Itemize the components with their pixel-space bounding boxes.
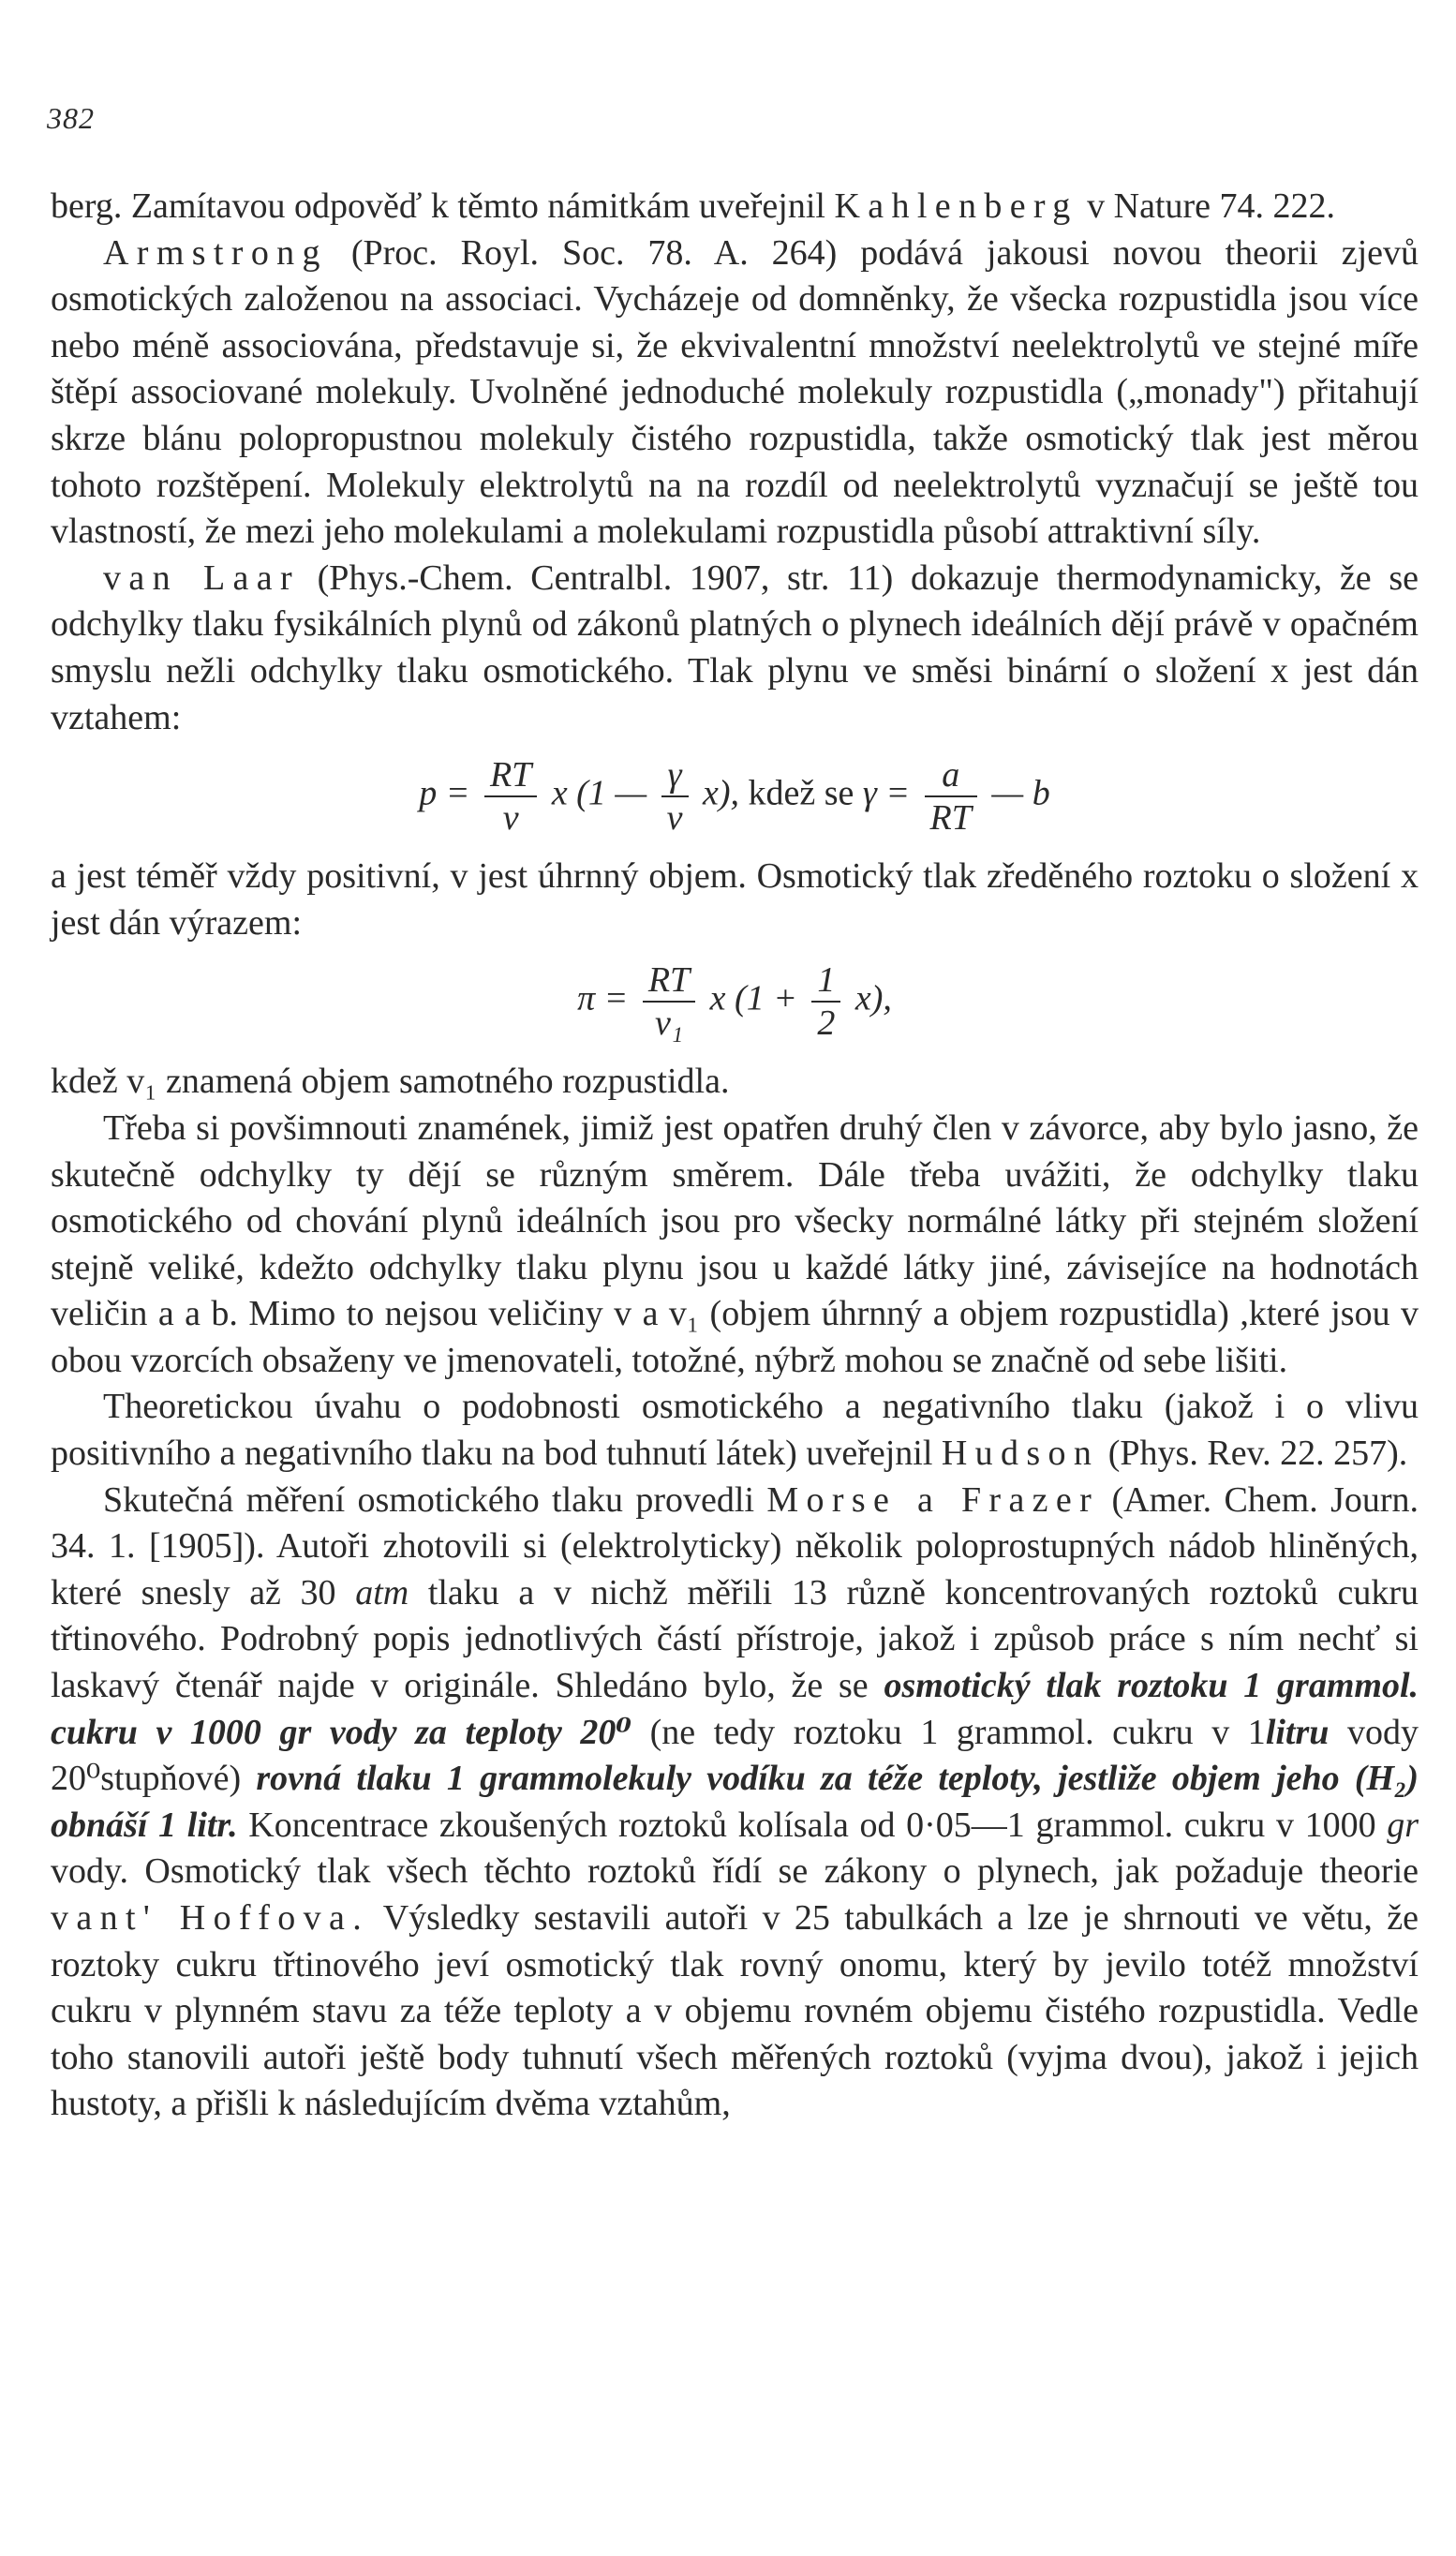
paragraph: Theoretickou úvahu o podobnosti osmotického a negativního tlaku (jakož i o vlivu positivního a negativního tlaku na bod tuhnutí látek) uveřejnil Hudson (Phys. Rev. 22. 257).: [51, 1387, 1419, 1474]
emphasis: osmotický tlak roztoku 1 grammol. cukru v 1000 gr vody za teploty 20⁰: [51, 1666, 1419, 1752]
paragraph: berg. Zamítavou odpověď k těmto námitkám uveřejnil Kahlenberg v Nature 74. 222.: [51, 186, 1336, 226]
author-name: Morse a Frazer: [766, 1479, 1100, 1520]
author-name: Kahlenberg: [834, 186, 1078, 226]
paragraph: kdež v₁ znamená objem samotného rozpustidla.: [51, 1062, 730, 1102]
paragraph: Skutečná měření osmotického tlaku provedli Morse a Frazer (Amer. Chem. Journ. 34. 1. [1905]). Autoři zhotovili si (elektrolyticky) několik poloprostupných nádob hliněných, které snesly až 30 atm tlaku a v nichž měřili 13 různě koncentrovaných roztoků cukru třtinového. Podrobný popis jednotlivých částí přístroje, jakož i způsob práce s ním nechť si laskavý čtenář najde v originále. Shledáno bylo, že se osmotický tlak roztoku 1 grammol. cukru v 1000 gr vody za teploty 20⁰ (ne tedy roztoku 1 grammol. cukru v 1litru vody 20⁰stupňové) rovná tlaku 1 grammolekuly vodíku za téže teploty, jestliže objem jeho (H₂) obnáší 1 litr. Koncentrace zkoušených roztoků kolísala od 0·05—1 grammol. cukru v 1000 gr vody. Osmotický tlak všech těchto roztoků řídí se zákony o plynech, jak požaduje theorie vant' Hoffova. Výsledky sestavili autoři v 25 tabulkách a lze je shrnouti ve větu, že roztoky cukru třtinového jeví osmotický tlak rovný onomu, který by jevilo totéž množství cukru v plynném stavu za téže teploty a v objemu rovném objemu čistého rozpustidla. Vedle toho stanovili autoři ještě body tuhnutí všech měřených roztoků (vyjma dvou), jakož i jejich hustoty, a přišli k následujícím dvěma vztahům,: [51, 1479, 1419, 2124]
author-name: vant' Hoffova.: [51, 1898, 370, 1938]
paragraph: Armstrong (Proc. Royl. Soc. 78. A. 264) podává jakousi novou theorii zjevů osmotických založenou na associaci. Vycházeje od domněnky, že všecka rozpustidla jsou více nebo méně associována, představuje si, že ekvivalentní množství neelektrolytů ve stejné míře štěpí associované molekuly. Uvolněné jednoduché molekuly rozpustidla („monady") přitahují skrze blánu polopropustnou molekuly čistého rozpustidla, takže osmotický tlak jest měrou tohoto rozštěpení. Molekuly elektrolytů na na rozdíl od neelektrolytů vyznačují se ještě tou vlastností, že mezi jeho molekulami a molekulami rozpustidla působí attraktivní síly.: [51, 232, 1419, 552]
equation-gas-pressure: p = $\frac{RT}{v}$ x (1 — $\frac{\gamma}{v}$ x), kdež se γ = $\frac{a}{RT}$ — b: [419, 755, 1050, 839]
author-name: Armstrong: [103, 232, 328, 273]
equation-osmotic-pressure: π = $\frac{RT}{\text{v₁}}$ x (1 + $\frac{1}{2}$ x),: [577, 960, 892, 1044]
author-name: Hudson: [941, 1434, 1100, 1474]
fraction: $\frac{\gamma}{v}$: [661, 754, 689, 839]
paragraph: Třeba si povšimnouti znamének, jimiž jest opatřen druhý člen v závorce, aby bylo jasno, že skutečně odchylky ty dějí se různým směrem. Dále třeba uvážiti, že odchylky tlaku osmotického od chování plynů ideálních jsou pro všecky normálné látky při stejném složení stejně veliké, kdežto odchylky tlaku plynu jsou u každé látky jiné, závisejíce na hodnotách veličin a a b. Mimo to nejsou veličiny v a v₁ (objem úhrnný a objem rozpustidla) ,které jsou v obou vzorcích obsaženy ve jmenovateli, totožné, nýbrž mohou se značně od sebe lišiti.: [51, 1107, 1419, 1380]
author-name: van Laar: [103, 557, 300, 598]
body-text: [51, 184, 1419, 2128]
paragraph: a jest téměř vždy positivní, v jest úhrnný objem. Osmotický tlak zředěného roztoku o složení x jest dán výrazem:: [51, 856, 1419, 943]
page-number: 382: [47, 101, 95, 135]
fraction: $\frac{RT}{\text{v₁}}$: [643, 959, 695, 1044]
fraction: $\frac{a}{RT}$: [925, 754, 977, 839]
fraction: $\frac{1}{2}$: [811, 959, 840, 1044]
emphasis: rovná tlaku 1 grammolekuly vodíku za téže teploty, jestliže objem jeho (H₂) obnáší 1 litr.: [51, 1759, 1419, 1845]
paragraph: van Laar (Phys.-Chem. Centralbl. 1907, str. 11) dokazuje thermodynamicky, že se odchylky tlaku fysikálních plynů od zákonů platných o plynech ideálních dějí právě v opačném smyslu nežli odchylky tlaku osmotického. Tlak plynu ve směsi binární o složení x jest dán vztahem:: [51, 557, 1419, 737]
fraction: $\frac{RT}{v}$: [484, 754, 537, 839]
